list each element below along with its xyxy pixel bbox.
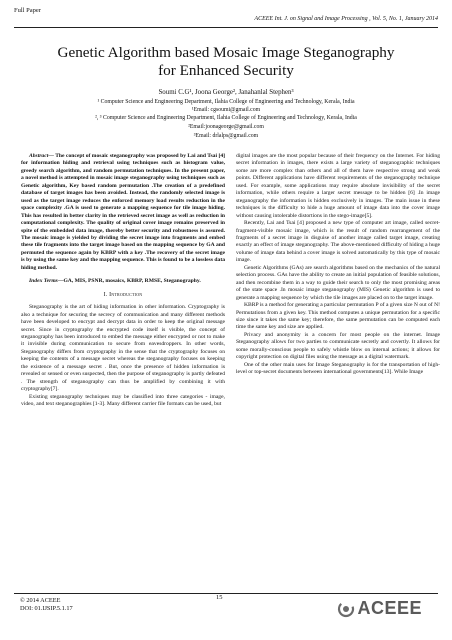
index-terms	[21, 278, 225, 285]
abstract-text: — The concept of mosaic steganography was proposed by Lai and Tsai [4] for information hiding and retrieval using techniques such as histogram value, greedy search algorithm, and random permutation techniques. In the present paper, a novel method is attempted in mosaic image steganography using techniques such as Genetic algorithm, Key based random permutation .The creation of a predefined database of target images has been avoided. Instead, the randomly selected image is used as the target image reduces the enforced memory load results reduction in the space complexity .GA is used to generate a mapping sequence for tile image hiding. This has resulted in better clarity in the retrieved secret image as well as reduction in computational complexity. The quality of original cover image remains preserved in spite of the embedded data image, thereby better security and robustness is assured. The mosaic image is yielded by dividing the secret image into fragments and embed these tile fragments into the target image based on the mapping sequence by GA and permuted the sequence again by KBRP with a key .The recovery of the secret image is by using the same key and the mapping sequence. This is found to be a lossless data hiding method.	[21, 153, 225, 271]
author-list: Soumi C.G¹, Joona George², Janahanlal Stephen³	[158, 89, 294, 96]
right-paragraph-3: Genetic Algorithms (GAs) are search algorithms based on the mechanics of the natural selection process. GAs have the ability to create an initial population of feasible solutions, and then recombine them in a way to guide their search to only the most promising areas of the state space .In mosaic image steganography (MIS) Genetic algorithm is used to generate a mapping sequence by which the tile images are placed on to the target image.	[236, 264, 440, 301]
right-paragraph-5: Privacy and anonymity is a concern for most people on the internet. Image Steganography allows for two parties to communicate secretly and covertly. It allows for some morally-conscious people to safely whistle blow on internal actions; it allows for copyright protection on digital files using the message as a digital watermark.	[236, 331, 440, 361]
title-line-2: for Enhanced Security	[158, 62, 294, 79]
aceee-logo	[337, 598, 422, 619]
left-paragraph-1: Steganography is the art of hiding information in other information. Cryptography is also a technique for securing the secrecy of communication and many different methods have been developed to encrypt and decrypt data in order to keep the original message secret. Since in cryptography the encrypted code itself is visible, the concept of steganography has been introduced to embed the message either encrypted or not to make it invisible during communication to secure from eavesdroppers. In other words, Steganography differs from cryptography in the sense that the cryptography focuses on keeping the contents of a message secret whereas the steganography focuses on keeping the existence of a message secret . But, once the presence of hidden information is revealed or sensed or even suspected, then the purpose of steganography is partly defeated . The strength of steganography can thus be amplified by combining it with cryptography[7].	[21, 304, 225, 393]
paper-title	[14, 44, 438, 80]
journal-reference: ACEEE Int. J. on Signal and Image Processing , Vol. 5, No. 1, January 2014	[254, 16, 438, 22]
left-paragraph-2: Existing steganography techniques may be classified into three categories - image, video, and text steganographies [1-3]. Many different carrier file formats can be used, but	[21, 393, 225, 408]
aceee-logo-text: ACEEE	[357, 598, 422, 618]
copyright-text: © 2014 ACEEE	[20, 597, 61, 604]
email-2: ²Email:joonageorge@gmail.com	[188, 124, 264, 130]
email-1: ¹Email: cgsoumi@gmail.com	[191, 107, 261, 113]
index-terms-text: —GA, MIS, PSNR, mosaics, KBRP, RMSE, Steganography.	[57, 278, 201, 285]
header-rule	[14, 27, 438, 28]
section-heading	[21, 292, 225, 299]
title-line-1: Genetic Algorithm based Mosaic Image Steganography	[57, 44, 395, 61]
right-paragraph-4: KBRP is a method for generating a particular permutation P of a given size N out of N! Permutations from a given key. This method computes a unique permutation for a specific size since it takes the same key; therefore, the same permutation can be computed each time the same key and size are applied.	[236, 302, 440, 331]
right-column	[236, 153, 440, 377]
affiliation-2: ², ³ Computer Science and Engineering Department, Ilahia College of Engineering and Technology, Kerala, India	[95, 115, 357, 121]
index-terms-label: Index Terms	[29, 278, 58, 285]
section-number: I.	[103, 291, 108, 298]
right-paragraph-1: digital images are the most popular because of their frequency on the Internet. For hiding secret information in images, there exists a large variety of steganographic techniques some are more complex than others and all of them have respective strong and weak points. Different applications have different requirements of the steganography technique used. For example, some applications may require absolute invisibility of the secret information, while others require a larger secret message to be hidden [6] .In image steganography the information is hidden exclusively in images. The main issue in these techniques is the difficulty to hide a huge amount of image data into the cover image without causing intolerable distortions in the stego-image[5].	[236, 153, 440, 219]
abstract-label: Abstract	[29, 153, 49, 159]
page-number: 15	[216, 594, 223, 601]
aceee-logo-icon	[337, 600, 355, 618]
footer-info	[20, 597, 73, 613]
right-paragraph-2: Recently, Lai and Tsai [4] proposed a new type of computer art image, called secret-fragment-visible mosaic image, which is the result of random rearrangement of the fragments of a secret image in disguise of another image called target image, creating exactly an effect of image steganography. The above-mentioned difficulty of hiding a huge volume of image data behind a cover image is solved automatically by this type of mosaic image.	[236, 220, 440, 264]
doi-text: DOI: 01.IJSIP.5.1.17	[20, 605, 73, 612]
email-3: ³Email: drlalps@gmail.com	[193, 133, 259, 139]
left-column	[21, 153, 225, 409]
abstract	[21, 153, 225, 272]
affiliation-1: ¹ Computer Science and Engineering Department, Ilahia College of Engineering and Technology, Kerala, India	[97, 99, 355, 105]
section-title: Introduction	[109, 291, 143, 298]
footer-rule	[14, 593, 438, 594]
paper-type-label: Full Paper	[14, 7, 41, 14]
right-paragraph-6: One of the other main uses for Image Steganography is for the transportation of high-level or top-secret documents between international governments[13]. While Image	[236, 361, 440, 376]
